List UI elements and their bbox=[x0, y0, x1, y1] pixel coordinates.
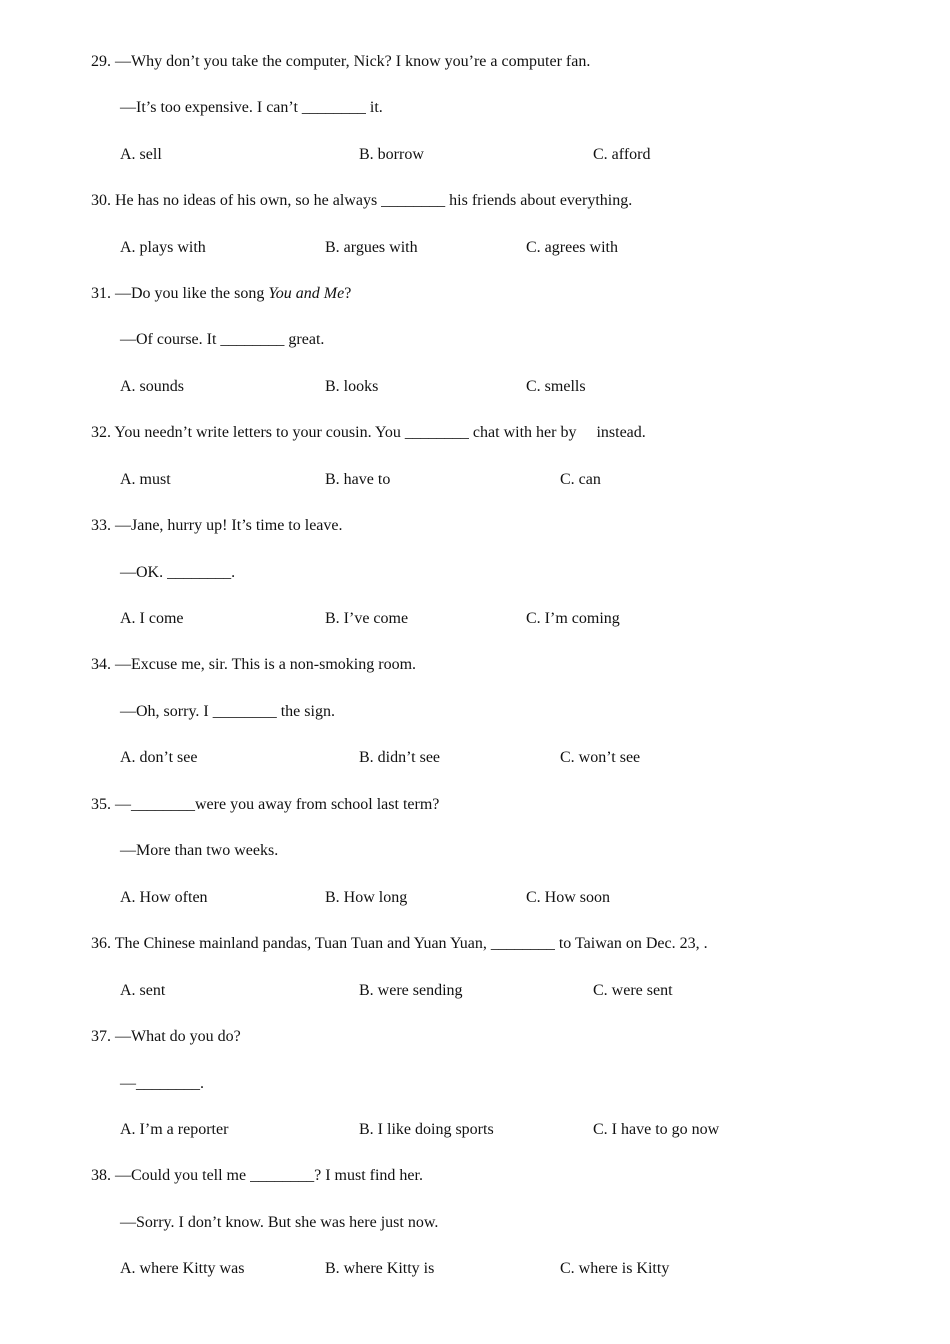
question-30-stem: 30. He has no ideas of his own, so he always ________ his friends about everything. bbox=[91, 192, 633, 209]
question-33-stem: 33. —Jane, hurry up! It’s time to leave. bbox=[91, 517, 343, 534]
question-38-stem: 38. —Could you tell me ________? I must find her. bbox=[91, 1167, 423, 1184]
question-36-option-b: B. were sending bbox=[359, 982, 463, 999]
question-31-reply: —Of course. It ________ great. bbox=[120, 331, 325, 348]
question-32-option-a: A. must bbox=[120, 471, 171, 488]
question-32-option-c: C. can bbox=[560, 471, 601, 488]
question-32-option-b: B. have to bbox=[325, 471, 391, 488]
question-33-option-b: B. I’ve come bbox=[325, 610, 409, 627]
question-35-option-b: B. How long bbox=[325, 889, 408, 906]
question-29-option-b: B. borrow bbox=[359, 146, 424, 163]
question-36-option-a: A. sent bbox=[120, 982, 166, 999]
question-35-reply: —More than two weeks. bbox=[120, 842, 279, 859]
question-31-option-a: A. sounds bbox=[120, 378, 185, 395]
question-33-option-a: A. I come bbox=[120, 610, 184, 627]
question-37-stem: 37. —What do you do? bbox=[91, 1028, 241, 1045]
question-30-option-c: C. agrees with bbox=[526, 239, 618, 256]
question-34-option-b: B. didn’t see bbox=[359, 749, 441, 766]
question-36-stem: 36. The Chinese mainland pandas, Tuan Tuan and Yuan Yuan, ________ to Taiwan on Dec. 23, . bbox=[91, 935, 708, 952]
question-29-reply: —It’s too expensive. I can’t ________ it. bbox=[120, 99, 383, 116]
question-38-reply: —Sorry. I don’t know. But she was here just now. bbox=[120, 1214, 439, 1231]
question-29-option-a: A. sell bbox=[120, 146, 162, 163]
question-37-option-b: B. I like doing sports bbox=[359, 1121, 494, 1138]
question-31-option-c: C. smells bbox=[526, 378, 586, 395]
question-38-option-c: C. where is Kitty bbox=[560, 1260, 670, 1277]
question-38-option-a: A. where Kitty was bbox=[120, 1260, 245, 1277]
question-32-stem: 32. You needn’t write letters to your cousin. You ________ chat with her by instead. bbox=[91, 424, 646, 441]
question-29-stem: 29. —Why don’t you take the computer, Nick? I know you’re a computer fan. bbox=[91, 53, 591, 70]
question-37-option-c: C. I have to go now bbox=[593, 1121, 720, 1138]
song-title: You and Me bbox=[268, 285, 345, 302]
question-33-reply: —OK. ________. bbox=[120, 564, 236, 581]
question-34-option-c: C. won’t see bbox=[560, 749, 641, 766]
question-35-option-c: C. How soon bbox=[526, 889, 611, 906]
question-37-reply: —________. bbox=[120, 1075, 204, 1092]
question-31-stem bbox=[91, 284, 351, 304]
question-38-option-b: B. where Kitty is bbox=[325, 1260, 435, 1277]
question-33-option-c: C. I’m coming bbox=[526, 610, 620, 627]
question-31-stem-pre: 31. —Do you like the song bbox=[91, 285, 269, 302]
question-35-option-a: A. How often bbox=[120, 889, 208, 906]
question-37-option-a: A. I’m a reporter bbox=[120, 1121, 229, 1138]
question-34-reply: —Oh, sorry. I ________ the sign. bbox=[120, 703, 335, 720]
question-34-option-a: A. don’t see bbox=[120, 749, 198, 766]
question-29-option-c: C. afford bbox=[593, 146, 651, 163]
question-34-stem: 34. —Excuse me, sir. This is a non-smoking room. bbox=[91, 656, 417, 673]
question-30-option-a: A. plays with bbox=[120, 239, 206, 256]
question-30-option-b: B. argues with bbox=[325, 239, 418, 256]
question-35-stem: 35. —________were you away from school last term? bbox=[91, 796, 440, 813]
question-36-option-c: C. were sent bbox=[593, 982, 673, 999]
question-31-option-b: B. looks bbox=[325, 378, 379, 395]
question-31-stem-post: ? bbox=[344, 285, 352, 302]
